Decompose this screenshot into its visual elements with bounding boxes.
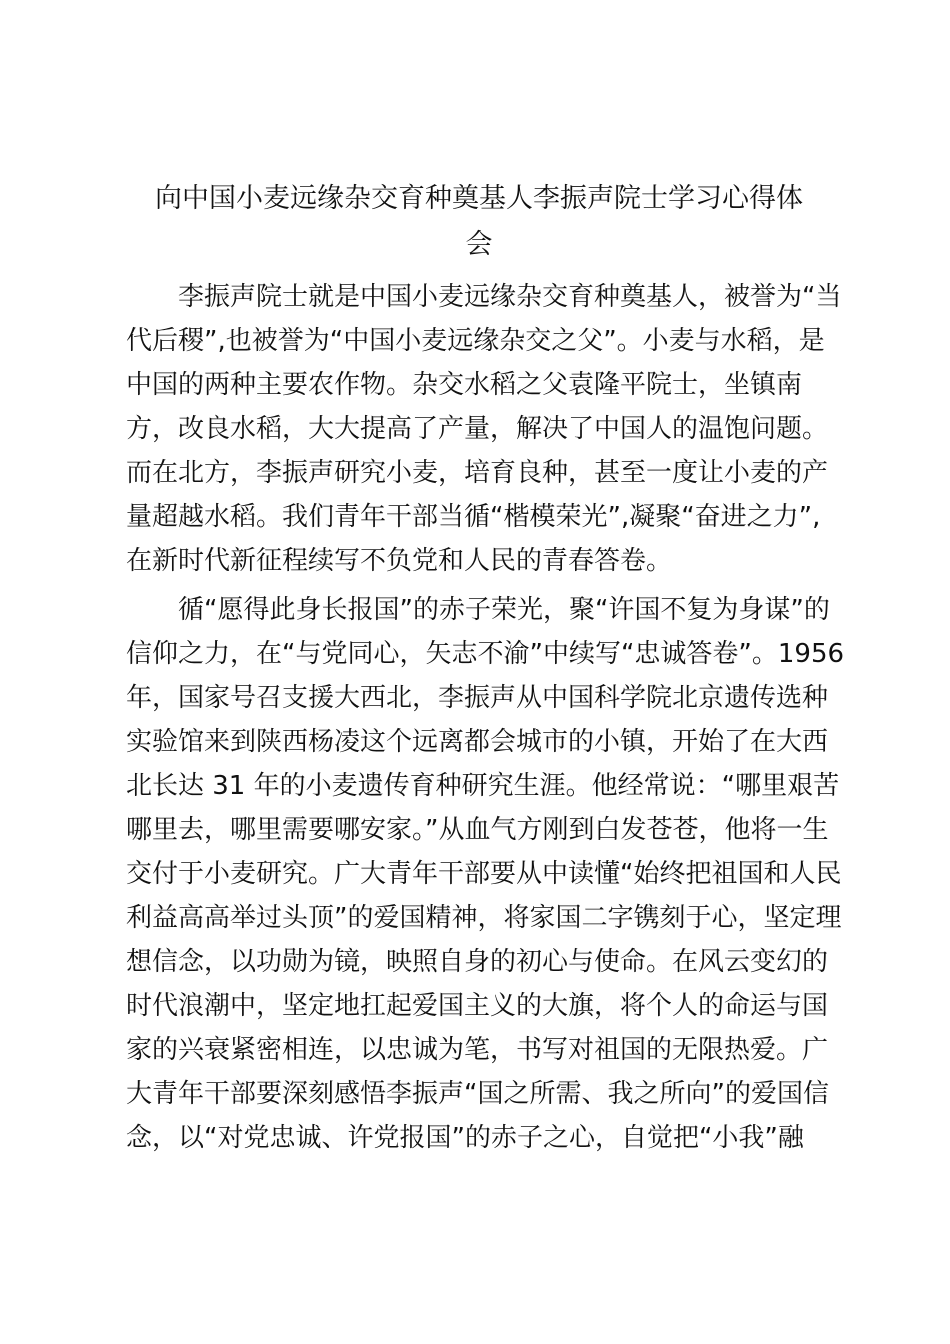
paragraph-line: 念，以“对党忠诚、许党报国”的赤子之心，自觉把“小我”融 xyxy=(126,1123,804,1153)
paragraph-line: 想信念，以功勋为镜，映照自身的初心与使命。在风云变幻的 xyxy=(126,947,829,977)
paragraph-line: 方，改良水稻，大大提高了产量，解决了中国人的温饱问题。 xyxy=(126,414,829,444)
paragraph-line: 而在北方，李振声研究小麦，培育良种，甚至一度让小麦的产 xyxy=(126,458,829,488)
paragraph-line: 交付于小麦研究。广大青年干部要从中读懂“始终把祖国和人民 xyxy=(126,859,842,889)
paragraph-line: 在新时代新征程续写不负党和人民的青春答卷。 xyxy=(126,546,673,576)
paragraph-1 xyxy=(126,275,842,583)
title-line: 向中国小麦远缘杂交育种奠基人李振声院士学习心得体 xyxy=(155,183,803,214)
paragraph-line: 李振声院士就是中国小麦远缘杂交育种奠基人，被誉为“当 xyxy=(178,282,842,312)
paragraph-line: 循“愿得此身长报国”的赤子荣光，聚“许国不复为身谋”的 xyxy=(178,595,830,625)
paragraph-line: 量超越水稻。我们青年干部当循“楷模荣光”,凝聚“奋进之力”, xyxy=(126,502,821,532)
document-title xyxy=(126,176,832,268)
paragraph-line: 信仰之力，在“与党同心，矢志不渝”中续写“忠诚答卷”。1956 xyxy=(126,639,845,669)
paragraph-line: 代后稷”,也被誉为“中国小麦远缘杂交之父”。小麦与水稻，是 xyxy=(126,326,825,356)
title-line: 会 xyxy=(465,229,493,260)
paragraph-line: 年，国家号召支援大西北，李振声从中国科学院北京遗传选种 xyxy=(126,683,829,713)
paragraph-line: 家的兴衰紧密相连，以忠诚为笔，书写对祖国的无限热爱。广 xyxy=(126,1035,829,1065)
paragraph-line: 中国的两种主要农作物。杂交水稻之父袁隆平院士，坐镇南 xyxy=(126,370,803,400)
paragraph-2 xyxy=(126,588,845,1160)
paragraph-line: 利益高高举过头顶”的爱国精神，将家国二字镌刻于心，坚定理 xyxy=(126,903,842,933)
paragraph-line: 哪里去，哪里需要哪安家。”从血气方刚到白发苍苍，他将一生 xyxy=(126,815,829,845)
paragraph-line: 北长达 31 年的小麦遗传育种研究生涯。他经常说：“哪里艰苦 xyxy=(126,771,840,801)
paragraph-line: 大青年干部要深刻感悟李振声“国之所需、我之所向”的爱国信 xyxy=(126,1079,829,1109)
paragraph-line: 实验馆来到陕西杨凌这个远离都会城市的小镇，开始了在大西 xyxy=(126,727,829,757)
paragraph-line: 时代浪潮中，坚定地扛起爱国主义的大旗，将个人的命运与国 xyxy=(126,991,829,1021)
